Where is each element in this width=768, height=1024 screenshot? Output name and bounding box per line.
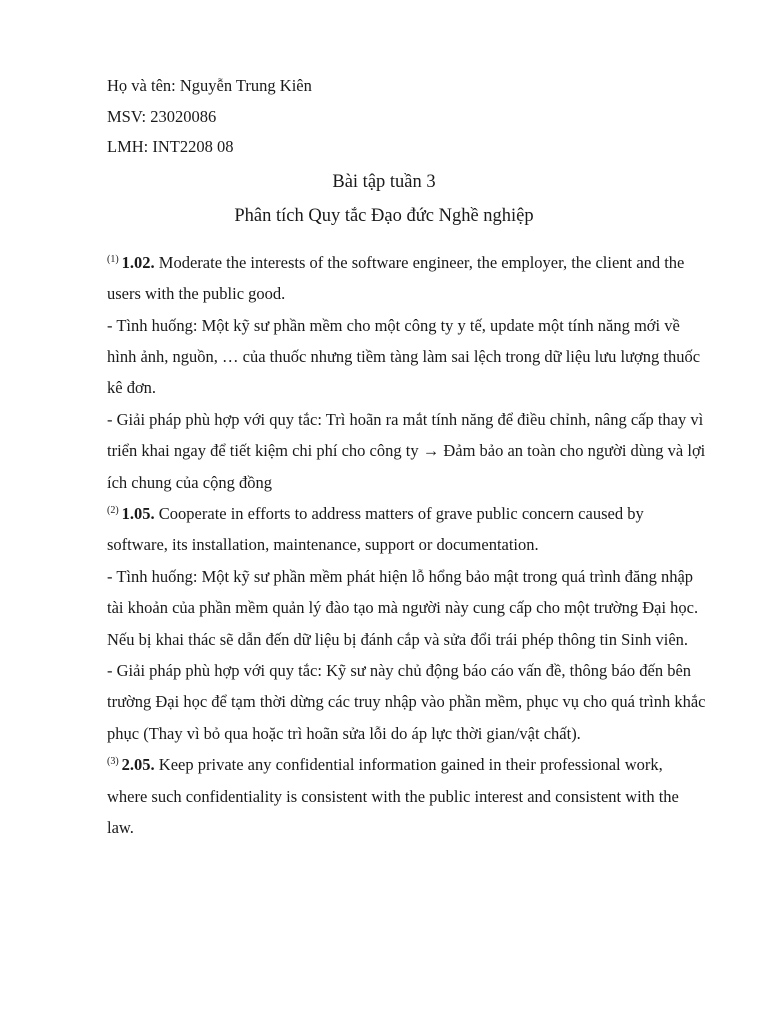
document-body xyxy=(107,247,707,844)
footnote-ref-2: (2) xyxy=(107,505,119,517)
student-name-line: Họ và tên: Nguyễn Trung Kiên xyxy=(107,76,312,95)
rule-code-3: 2.05. xyxy=(121,755,155,775)
rule-item-1 xyxy=(107,247,707,310)
situation-1: - Tình huống: Một kỹ sư phần mềm cho một công ty y tế, update một tính năng mới về hình ảnh, nguồn, … của thuốc nhưng tiềm tàng làm sai lệch trong dữ liệu lưu lượng thuốc kê đơn. xyxy=(107,315,701,398)
rule-item-3 xyxy=(107,749,707,843)
document-title: Bài tập tuần 3 xyxy=(332,171,436,192)
rule-text-3: Keep private any confidential information gained in their professional work, where such confidentiality is consistent with the public interest and consistent with the law. xyxy=(107,755,679,838)
footnote-ref-1: (1) xyxy=(107,253,119,265)
solution-1: - Giải pháp phù hợp với quy tắc: Trì hoãn ra mắt tính năng để điều chỉnh, nâng cấp thay vì triển khai ngay để tiết kiệm chi phí cho công ty → Đảm bảo an toàn cho người dùng và lợi ích chung của cộng đồng xyxy=(107,409,706,492)
rule-code-1: 1.02. xyxy=(121,252,155,272)
rule-code-2: 1.05. xyxy=(121,504,155,524)
class-code-line: LMH: INT2208 08 xyxy=(107,137,234,157)
rule-item-2 xyxy=(107,498,707,561)
situation-2: - Tình huống: Một kỹ sư phần mềm phát hiện lỗ hổng bảo mật trong quá trình đăng nhập tài khoản của phần mềm quản lý đào tạo mà người này cung cấp cho một trường Đại học. Nếu bị khai thác sẽ dẫn đến dữ liệu bị đánh cắp và sửa đổi trái phép thông tin Sinh viên. xyxy=(107,566,699,649)
solution-2: - Giải pháp phù hợp với quy tắc: Kỹ sư này chủ động báo cáo vấn đề, thông báo đến bên trường Đại học để tạm thời dừng các truy nhập vào phần mềm, phục vụ cho quá trình khắc phục (Thay vì bỏ qua hoặc trì hoãn sửa lỗi do áp lực thời gian/vật chất). xyxy=(107,661,706,743)
rule-text-2: Cooperate in efforts to address matters of grave public concern caused by software, its installation, maintenance, support or documentation. xyxy=(107,504,644,555)
student-id-line: MSV: 23020086 xyxy=(107,106,217,126)
document-subtitle: Phân tích Quy tắc Đạo đức Nghề nghiệp xyxy=(234,205,534,226)
rule-text-1: Moderate the interests of the software engineer, the employer, the client and the users with the public good. xyxy=(107,252,685,304)
footnote-ref-3: (3) xyxy=(107,756,119,768)
